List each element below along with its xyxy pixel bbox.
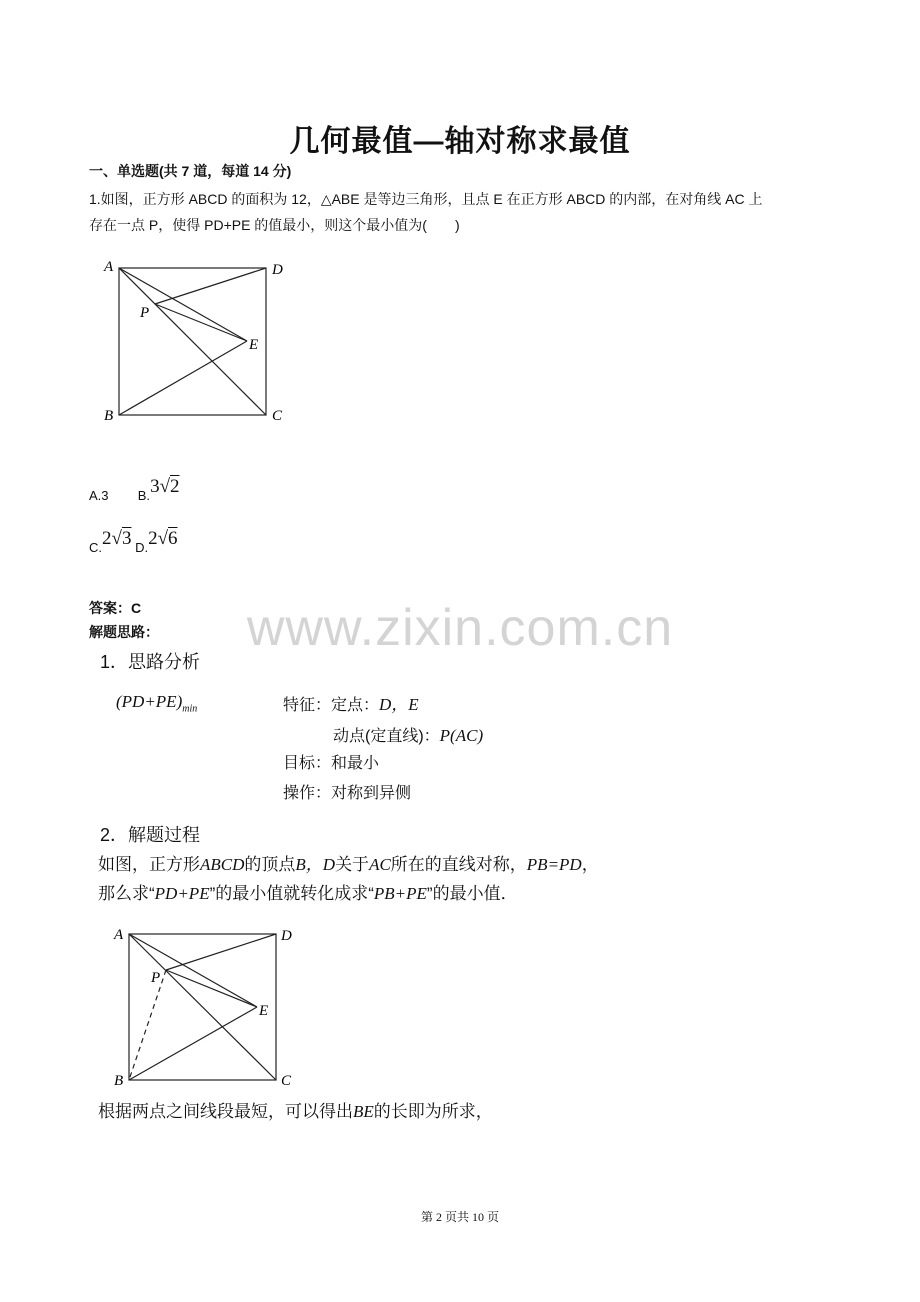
label-C-2: C [281, 1073, 292, 1089]
goal-line: 目标：和最小 [283, 755, 380, 772]
label-D-2: D [281, 928, 292, 944]
page-footer: 第 2 页共 10 页 [420, 1210, 499, 1224]
feature-line: 特征：定点：D，E [283, 695, 419, 714]
question-line-1: 1.如图，正方形 ABCD 的面积为 12，△ABE 是等边三角形，且点 E 在正方形 ABCD 的内部，在对角线 AC 上 [89, 191, 763, 207]
option-row-1 [89, 476, 180, 506]
moving-line: 动点(定直线)：P(AC) [333, 726, 484, 745]
figure-2 [108, 922, 308, 1092]
label-B-2: B [114, 1073, 124, 1089]
expr-pd-pe-min: $(PD+PE)_{min}$ [116, 692, 198, 715]
step2-line-1: 如图，正方形ABCD的顶点B，D关于AC所在的直线对称，PB=PD， [98, 855, 599, 874]
label-E: E [249, 337, 259, 353]
step2-heading: 2．解题过程 [100, 825, 201, 845]
label-D: D [272, 262, 283, 278]
option-b: B.3√2 [137, 476, 180, 503]
option-d: D.2√6 [135, 528, 178, 555]
option-row-2 [89, 528, 178, 558]
page-title: 几何最值—轴对称求最值 [289, 125, 631, 158]
question-line-2: 存在一点 P，使得 PD+PE 的值最小，则这个最小值为( ) [89, 217, 460, 233]
step2-line-2: 那么求“PD+PE”的最小值就转化成求“PB+PE”的最小值． [98, 884, 518, 903]
label-A-2: A [114, 927, 124, 943]
watermark: www.zixin.com.cn [246, 599, 674, 657]
label-A: A [104, 259, 114, 275]
question-1 [89, 186, 839, 238]
option-a: A.3 [89, 488, 109, 503]
label-E-2: E [259, 1003, 269, 1019]
operation-line: 操作：对称到异侧 [283, 785, 412, 802]
label-P: P [140, 305, 150, 321]
section-heading: 一、单选题(共 7 道，每道 14 分) [89, 163, 292, 179]
step2-line-3: 根据两点之间线段最短，可以得出BE的长即为所求， [98, 1102, 493, 1121]
figure-1 [95, 252, 305, 432]
answer: 答案：C [89, 600, 142, 616]
option-c: C.2√3 [89, 528, 132, 555]
label-C: C [272, 408, 283, 424]
solution-label: 解题思路： [89, 624, 159, 640]
label-P-2: P [151, 970, 161, 986]
step1-heading: 1．思路分析 [100, 652, 201, 672]
label-B: B [104, 408, 114, 424]
